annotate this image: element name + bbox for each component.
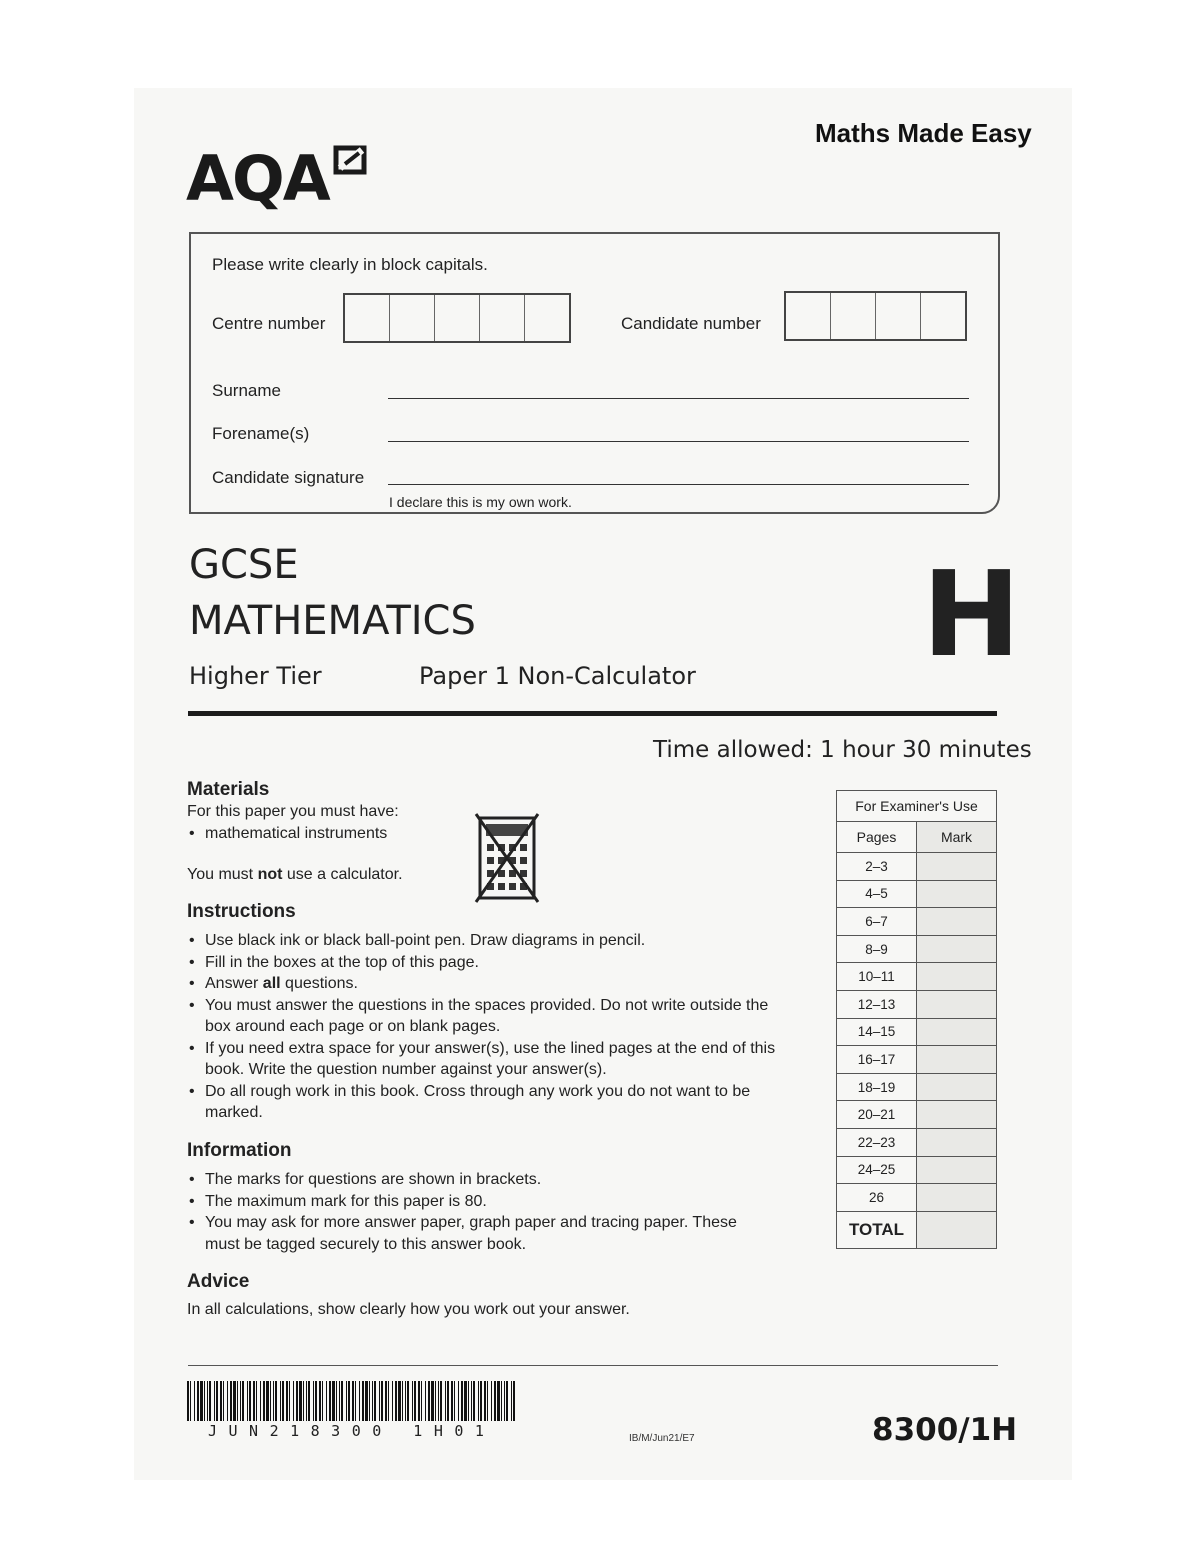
information-heading: Information — [187, 1140, 292, 1161]
information-list — [187, 1169, 757, 1255]
advice-heading: Advice — [187, 1271, 250, 1292]
total-label: TOTAL — [837, 1211, 917, 1248]
time-allowed: Time allowed: 1 hour 30 minutes — [653, 737, 1032, 763]
signature-label: Candidate signature — [212, 468, 365, 487]
instruction-item: • Answer all questions. — [187, 973, 787, 995]
tier-label: Higher Tier — [189, 662, 322, 690]
barcode-text: JUN218300 1H01 — [208, 1422, 496, 1440]
candidate-number-field[interactable] — [784, 291, 967, 341]
instruction-item: • Use black ink or black ball-point pen. Draw diagrams in pencil. — [187, 930, 787, 952]
subject-title: MATHEMATICS — [189, 598, 476, 644]
watermark-text: Maths Made Easy — [815, 118, 1032, 148]
materials-intro: For this paper you must have: — [187, 803, 399, 820]
mark-cell — [917, 1018, 997, 1046]
information-item: • The maximum mark for this paper is 80. — [187, 1191, 757, 1213]
materials-section — [187, 779, 627, 886]
mark-cell — [917, 990, 997, 1018]
qualification-title: GCSE — [189, 542, 299, 588]
surname-field[interactable] — [388, 398, 969, 399]
table-row: 6–7 — [837, 908, 997, 936]
no-calculator-icon — [474, 812, 540, 904]
table-row: 20–21 — [837, 1101, 997, 1129]
mark-column-header: Mark — [917, 822, 997, 853]
table-row: 16–17 — [837, 1046, 997, 1074]
pages-column-header: Pages — [837, 822, 917, 853]
reference-code: IB/M/Jun21/E7 — [629, 1433, 695, 1444]
mark-cell — [917, 1184, 997, 1212]
signature-field[interactable] — [388, 484, 969, 485]
mark-cell — [917, 1073, 997, 1101]
declaration-text: I declare this is my own work. — [389, 494, 572, 510]
calculator-notice: You must not use a calculator. — [187, 866, 403, 883]
centre-number-field[interactable] — [343, 293, 571, 343]
surname-label: Surname — [212, 381, 281, 400]
table-row: 14–15 — [837, 1018, 997, 1046]
aqa-logo — [186, 142, 368, 215]
mark-cell — [917, 908, 997, 936]
candidate-number-label: Candidate number — [621, 314, 761, 333]
table-row: 24–25 — [837, 1156, 997, 1184]
table-row: 18–19 — [837, 1073, 997, 1101]
paper-code: 8300/1H — [872, 1412, 1018, 1448]
logo-mark-icon — [332, 144, 368, 180]
table-row: 22–23 — [837, 1128, 997, 1156]
logo-text: AQA — [186, 142, 329, 215]
instructions-heading: Instructions — [187, 901, 296, 922]
mark-cell — [917, 1128, 997, 1156]
mark-cell — [917, 880, 997, 908]
table-row: 10–11 — [837, 963, 997, 991]
information-section — [187, 1140, 757, 1255]
instruction-item: • If you need extra space for your answer(s), use the lined pages at the end of this book. Write the question number against your answer(s). — [187, 1038, 787, 1081]
instruction-item: • You must answer the questions in the spaces provided. Do not write outside the box around each page or on blank pages. — [187, 995, 787, 1038]
mark-cell — [917, 1101, 997, 1129]
materials-list — [187, 823, 627, 845]
materials-item: • mathematical instruments — [187, 823, 627, 845]
instructions-section — [187, 901, 787, 1124]
mark-cell — [917, 935, 997, 963]
advice-text: In all calculations, show clearly how you work out your answer. — [187, 1301, 630, 1318]
mark-cell — [917, 963, 997, 991]
mark-cell — [917, 1156, 997, 1184]
block-capitals-instruction: Please write clearly in block capitals. — [212, 255, 488, 274]
total-row — [837, 1211, 997, 1248]
information-item: • The marks for questions are shown in brackets. — [187, 1169, 757, 1191]
materials-heading: Materials — [187, 779, 270, 800]
title-divider — [188, 711, 997, 716]
tier-letter: H — [922, 545, 1021, 683]
advice-section — [187, 1271, 787, 1321]
table-row: 26 — [837, 1184, 997, 1212]
mark-cell — [917, 1046, 997, 1074]
instruction-item: • Do all rough work in this book. Cross through any work you do not want to be marked. — [187, 1081, 787, 1124]
paper-label: Paper 1 Non-Calculator — [419, 662, 696, 690]
mark-cell — [917, 853, 997, 881]
table-row: 12–13 — [837, 990, 997, 1018]
centre-number-label: Centre number — [212, 314, 326, 333]
forenames-field[interactable] — [388, 441, 969, 442]
forenames-label: Forename(s) — [212, 424, 310, 443]
examiners-use-table — [836, 790, 997, 1249]
instructions-list — [187, 930, 787, 1124]
examiner-table-title: For Examiner's Use — [837, 791, 997, 822]
table-row: 8–9 — [837, 935, 997, 963]
instruction-item: • Fill in the boxes at the top of this page. — [187, 952, 787, 974]
table-row: 4–5 — [837, 880, 997, 908]
total-mark-cell — [917, 1211, 997, 1248]
information-item: • You may ask for more answer paper, graph paper and tracing paper. These must be tagged securely to this answer book. — [187, 1212, 757, 1255]
footer-divider — [188, 1365, 998, 1366]
barcode — [187, 1381, 519, 1421]
table-row: 2–3 — [837, 853, 997, 881]
